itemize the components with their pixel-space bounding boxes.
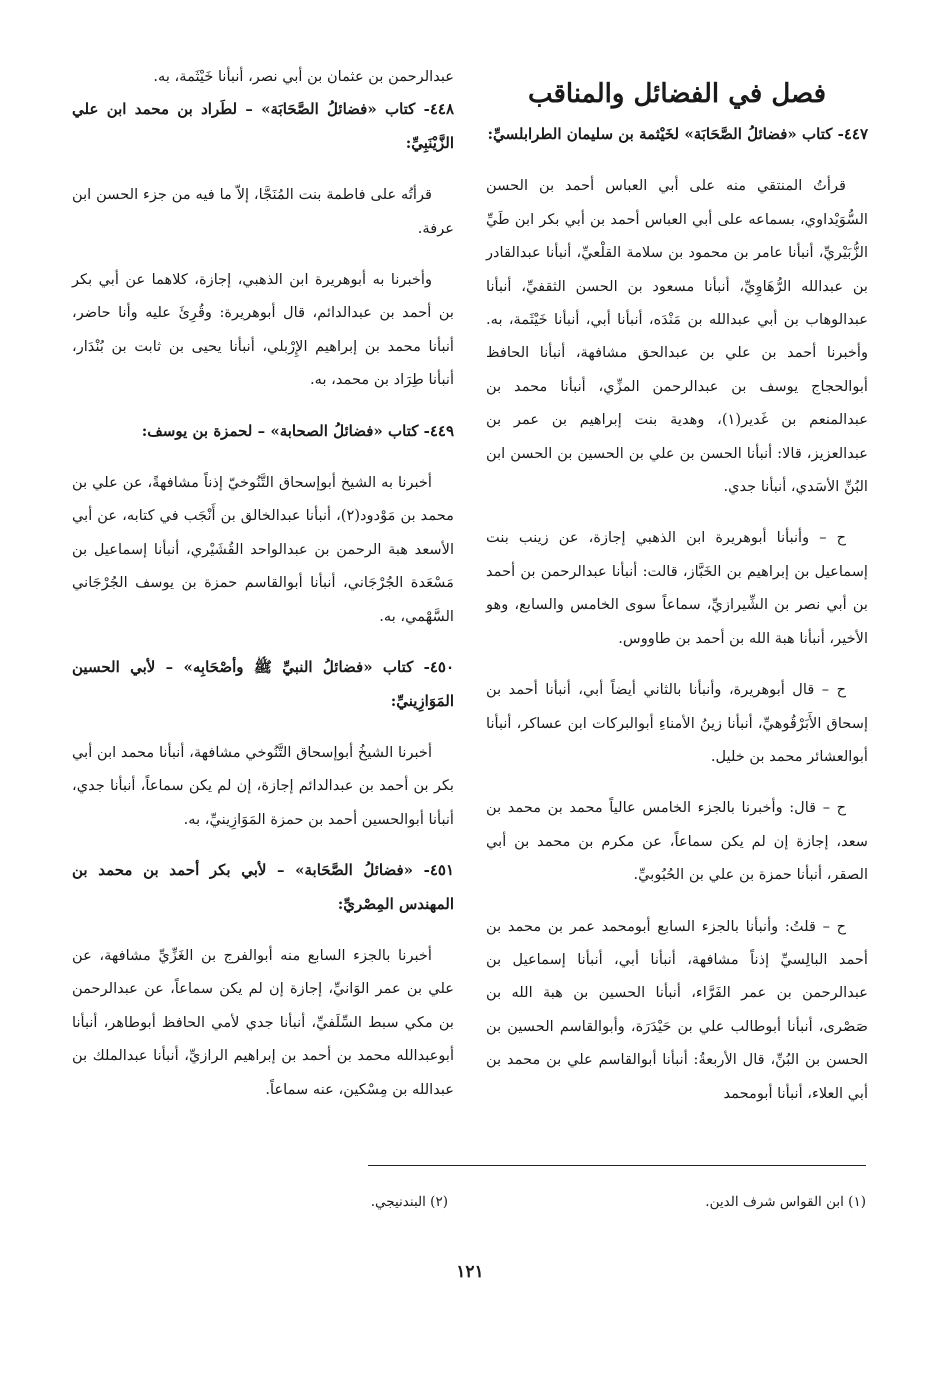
entry-448-heading: ٤٤٨- كتاب «فضائلُ الصَّحَابَة» – لطَراد بن محمد ابن علي الزَّيْنَبِيِّ: [72, 100, 454, 152]
entry-450-heading: ٤٥٠- كتاب «فضائلُ النبيِّ ﷺ وأصْحَابِه» – لأبي الحسين المَوَازِينيِّ: [72, 658, 454, 710]
right-column [486, 60, 868, 1110]
entry-449-paragraph-1: أخبرنا به الشيخ أبوإسحاق التَّنُوخيّ إذناً مشافهةً، عن علي بن محمد بن مَوْدود(٢)، أنبأنا عبدالخالق بن أَنْجَب في كتابه، عن أبي الأسعد هبة الرحمن بن عبدالواحد القُشَيْري، أنبأنا إسماعيل بن مَسْعَدة الجُرْجَاني، أنبأنا أبوالقاسم حمزة بن يوسف الجُرْجَاني السَّهْمي، به. [72, 474, 454, 625]
entry-447-paragraph-2: ح – وأنبأنا أبوهريرة ابن الذهبي إجازة، عن زينب بنت إسماعيل بن إبراهيم بن الخَبَّاز، قالت: أنبأنا عبدالرحمن بن أحمد بن أبي نصر بن الشِّيرازيِّ، سماعاً سوى الخامس والسابع، وهو الأخير، أنبأنا هبة الله بن أحمد بن طاووس. [486, 529, 868, 647]
footnote-divider [368, 1165, 866, 1166]
entry-447-heading: ٤٤٧- كتاب «فضائلُ الصَّحَابَة» لخَيْثمة بن سليمان الطرابلسيِّ: [487, 125, 868, 143]
left-column [72, 60, 454, 1106]
entry-447-paragraph-4: ح – قال: وأخبرنا بالجزء الخامس عالياً محمد بن محمد بن سعد، إجازة إن لم يكن سماعاً، عن مكرم بن محمد بن أبي الصقر، أنبأنا حمزة بن علي بن الحُبُوبيِّ. [486, 799, 868, 884]
entry-451-paragraph-1: أخبرنا بالجزء السابع منه أبوالفرج بن الغَزِّيِّ مشافهة، عن علي بن عمر الوَانيِّ، إجازة إن لم يكن سماعاً، عن عبدالرحمن بن مكي سبط السِّلَفيِّ، أنبأنا جدي لأمي الحافظ أبوطاهر، أنبأنا أبوعبدالله محمد بن أحمد بن إبراهيم الرازيِّ، أنبأنا عبدالملك بن عبدالله بن مِسْكين، عنه سماعاً. [72, 946, 454, 1098]
entry-447-paragraph-5: ح – قلتُ: وأنبأنا بالجزء السابع أبومحمد عمر بن محمد بن أحمد البالِسيِّ إذناً مشافهة، أنبأنا أبي، أنبأنا إسماعيل بن عبدالرحمن بن عمر الفَرَّاء، أنبأنا الحسين بن هبة الله بن صَصْرى، أنبأنا أبوطالب علي بن حَيْدَرَة، وأبوالقاسم الحسين بن الحسن بن البُنِّ، قال الأربعةُ: أنبأنا أبوالقاسم علي بن محمد بن أبي العلاء، أنبأنا أبومحمد [486, 917, 868, 1102]
entry-447-paragraph-1: قرأتُ المنتقي منه على أبي العباس أحمد بن الحسن السُّوَيْداوي، بسماعه على أبي العباس أحمد بن أبي بكر ابن طَيِّ الزُّبَيْريِّ، أنبأنا عامر بن محمود بن سلامة القلْعيِّ، أنبأنا عبدالقادر بن عبدالله الرُّهَاوِيِّ، أنبأنا مسعود بن الحسن الثقفيِّ، أنبأنا عبدالوهاب بن أبي عبدالله بن مَنْدَه، أنبأنا أبي، أنبأنا خَيْثَمة، به. وأخبرنا أحمد بن علي بن عبدالحق مشافهة، أنبأنا الحافظ أبوالحجاج يوسف بن عبدالرحمن المزِّي، أنبأنا محمد بن عبدالمنعم بن غَدير(١)، وهدية بنت إبراهيم بن عمر بن عبدالعزيز، قالا: أنبأنا الحسن بن علي بن الحسين بن الحسن ابن البُنِّ الأسَدي، أنبأنا جدي. [486, 177, 868, 496]
footnote-2: (٢) البندنيجي. [370, 1194, 448, 1210]
entry-448-paragraph-2: وأخبرنا به أبوهريرة ابن الذهبي، إجازة، كلاهما عن أبي بكر بن أحمد بن عبدالدائم، قال أبوهريرة: وقُرِئَ عليه وأنا حاضر، أنبأنا محمد بن إبراهيم الإِرْبلي، أنبأنا يحيى بن ثابت بن بُنْدَار، أنبأنا طِرَاد بن محمد، به. [72, 271, 454, 389]
entry-449-heading: ٤٤٩- كتاب «فضائلُ الصحابة» – لحمزة بن يوسف: [141, 421, 454, 440]
page-number: ١٢١ [456, 1262, 484, 1282]
entry-451-heading: ٤٥١- «فضائلُ الصَّحَابة» – لأبي بكر أحمد بن محمد بن المهندس المِصْريِّ: [72, 861, 454, 913]
continuation-text: عبدالرحمن بن عثمان بن أبي نصر، أنبأنا خَيْثَمة، به. [153, 68, 454, 85]
footnote-1: (١) ابن القواس شرف الدين. [705, 1194, 866, 1210]
entry-447-paragraph-3: ح – قال أبوهريرة، وأنبأنا بالثاني أيضاً أبي، أنبأنا أحمد بن إسحاق الأَبَرْقُوهيِّ، أنبأنا زينُ الأمناءِ أبوالبركات ابن عساكر، أنبأنا أبوالعشائر محمد بن خليل. [486, 681, 868, 765]
section-title: فصل في الفضائل والمناقب [527, 79, 827, 109]
entry-450-paragraph-1: أخبرنا الشيخُ أبوإسحاق التَّنُوخي مشافهة، أنبأنا محمد ابن أبي بكر بن أحمد بن عبدالدائم إجازة، إن لم يكن سماعاً، أنبأنا جدي، أنبأنا أبوالحسين أحمد بن حمزة المَوَازِينيِّ، به. [72, 743, 454, 828]
entry-448-paragraph-1: قرأتُه على فاطمة بنت المُنَجَّا، إلاّ ما فيه من جزء الحسن ابن عرفة. [72, 186, 454, 237]
